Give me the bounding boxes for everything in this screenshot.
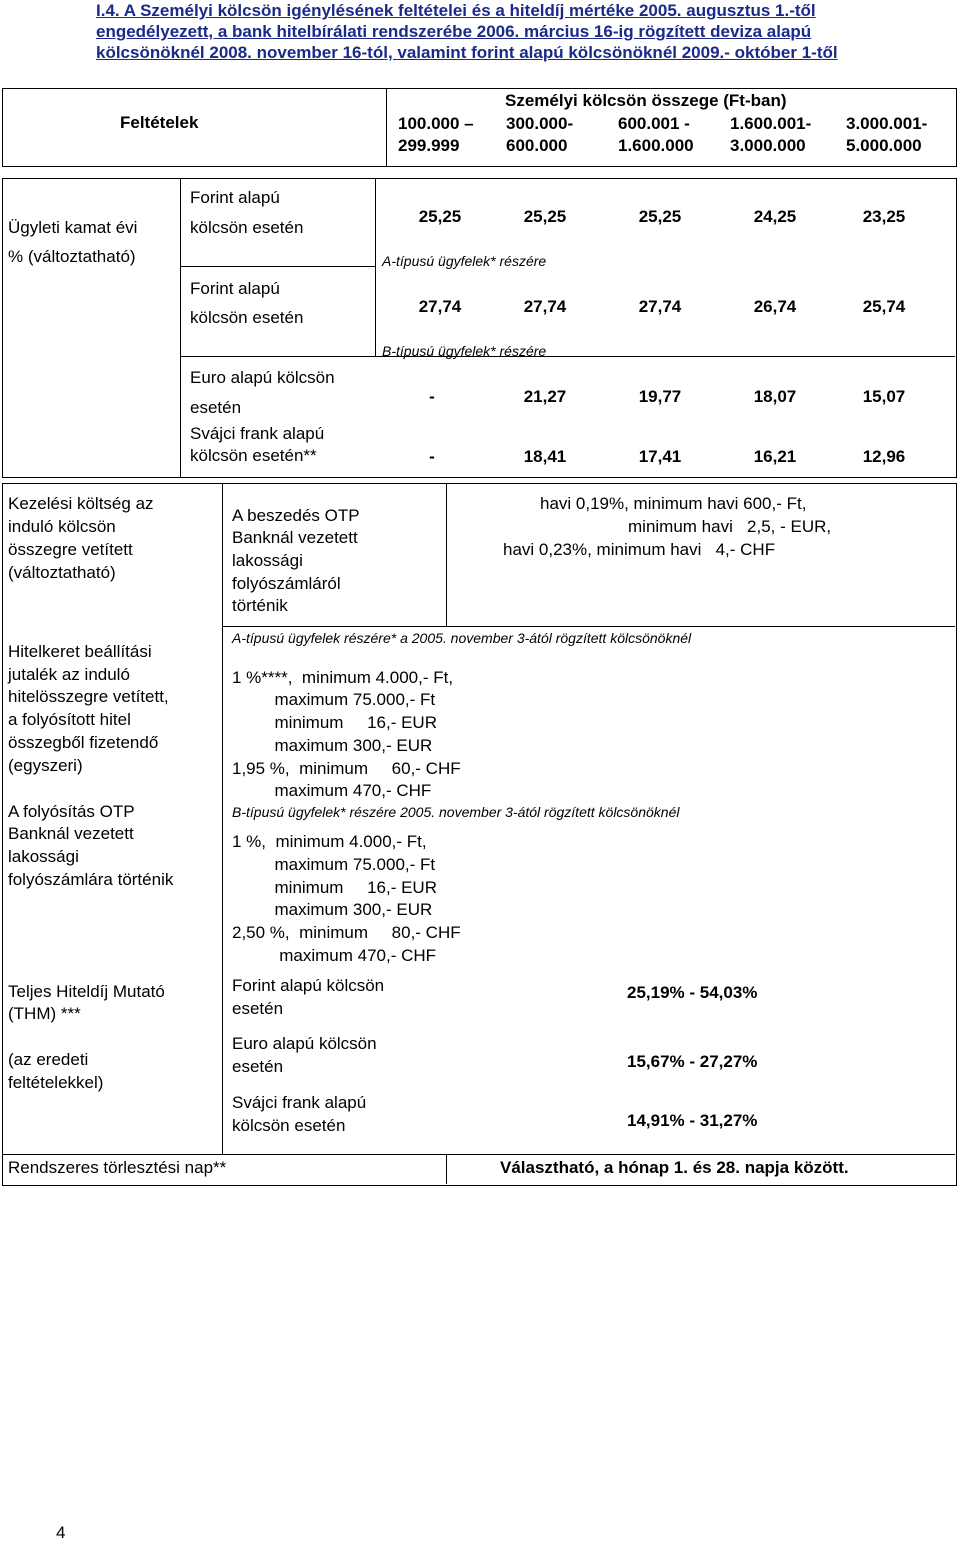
fees-table — [2, 483, 957, 1186]
commission-label-line: (egyszeri) — [8, 756, 83, 775]
huf-a-label-1: Forint alapú — [190, 188, 280, 207]
eur-value: 18,07 — [753, 387, 797, 406]
commission-type-a-note: A-típusú ügyfelek részére* a 2005. november 3-ától rögzített kölcsönöknél — [232, 630, 692, 646]
commission-b-line: minimum 16,- EUR — [232, 878, 437, 897]
chf-value: 18,41 — [523, 447, 567, 466]
commission-label-line: folyószámlára történik — [8, 870, 174, 889]
thm-label-4: feltételekkel) — [8, 1073, 104, 1092]
thm-label-1: Teljes Hiteldíj Mutató — [8, 982, 165, 1001]
eur-label-1: Euro alapú kölcsön — [190, 368, 335, 387]
thm-huf-value: 25,19% - 54,03% — [627, 983, 758, 1002]
amount-col-5a: 3.000.001- — [846, 114, 928, 133]
commission-label-line: A folyósítás OTP — [8, 802, 135, 821]
amount-col-1b: 299.999 — [398, 136, 460, 155]
page-number: 4 — [56, 1523, 66, 1542]
commission-a-line: minimum 16,- EUR — [232, 713, 437, 732]
thm-chf-label-2: kölcsön esetén — [232, 1116, 346, 1135]
fee-method-line: történik — [232, 596, 288, 615]
commission-type-b-note: B-típusú ügyfelek* részére 2005. november 3-ától rögzített kölcsönöknél — [232, 804, 680, 820]
commission-b-line: maximum 75.000,- Ft — [232, 855, 436, 874]
huf-a-value: 23,25 — [862, 207, 906, 226]
commission-a-line: 1 %****, minimum 4.000,- Ft, — [232, 668, 454, 687]
huf-b-label-2: kölcsön esetén — [190, 308, 304, 327]
commission-label-line: összegből fizetendő — [8, 733, 159, 752]
header-line-3: kölcsönöknél 2008. november 16-tól, valamint forint alapú kölcsönöknél 2009.- október 1-től — [96, 43, 838, 62]
thm-eur-value: 15,67% - 27,27% — [627, 1052, 758, 1071]
commission-label-line: Hitelkeret beállítási — [8, 642, 152, 661]
thm-eur-label-1: Euro alapú kölcsön — [232, 1034, 377, 1053]
chf-label-1: Svájci frank alapú — [190, 424, 325, 443]
amount-col-1a: 100.000 – — [398, 114, 474, 133]
fee-label-line: Kezelési költség az — [8, 494, 154, 513]
header-line-1: I.4. A Személyi kölcsön igénylésének feltételei és a hiteldíj mértéke 2005. augusztus 1.-től — [96, 1, 816, 20]
amount-col-3a: 600.001 - — [618, 114, 690, 133]
fee-method-line: lakossági — [232, 551, 303, 570]
fee-method-line: folyószámláról — [232, 574, 341, 593]
amount-col-4b: 3.000.000 — [730, 136, 806, 155]
huf-a-value: 25,25 — [523, 207, 567, 226]
chf-value: 12,96 — [862, 447, 906, 466]
amount-col-3b: 1.600.000 — [618, 136, 694, 155]
fee-label-line: induló kölcsön — [8, 517, 116, 536]
fee-label-line: összegre vetített — [8, 540, 133, 559]
huf-b-value: 27,74 — [638, 297, 682, 316]
fee-label-line: (változtatható) — [8, 563, 116, 582]
commission-a-line: 1,95 %, minimum 60,- CHF — [232, 759, 461, 778]
huf-a-value: 25,25 — [418, 207, 462, 226]
thm-huf-label-1: Forint alapú kölcsön — [232, 976, 385, 995]
commission-label-line: Banknál vezetett — [8, 824, 134, 843]
commission-b-line: maximum 470,- CHF — [232, 946, 437, 965]
conditions-heading: Feltételek — [120, 113, 199, 132]
fee-value-1: havi 0,19%, minimum havi 600,- Ft, — [540, 494, 807, 513]
interest-label-1: Ügyleti kamat évi — [8, 218, 138, 237]
commission-b-line: 1 %, minimum 4.000,- Ft, — [232, 832, 427, 851]
eur-value: 19,77 — [638, 387, 682, 406]
chf-value: 16,21 — [753, 447, 797, 466]
eur-value: - — [429, 387, 435, 406]
thm-huf-label-2: esetén — [232, 999, 284, 1018]
chf-value: 17,41 — [638, 447, 682, 466]
commission-label-line: a folyósított hitel — [8, 710, 131, 729]
commission-b-line: 2,50 %, minimum 80,- CHF — [232, 923, 461, 942]
huf-b-value: 25,74 — [862, 297, 906, 316]
thm-label-3: (az eredeti — [8, 1050, 89, 1069]
interest-label-2: % (változtatható) — [8, 247, 136, 266]
amount-col-4a: 1.600.001- — [730, 114, 812, 133]
thm-eur-label-2: esetén — [232, 1057, 284, 1076]
header-line-2: engedélyezett, a bank hitelbírálati rendszerébe 2006. március 16-ig rögzített deviza alapú — [96, 22, 812, 41]
repayment-value: Választható, a hónap 1. és 28. napja között. — [500, 1158, 849, 1177]
huf-a-value: 24,25 — [753, 207, 797, 226]
amount-col-2b: 600.000 — [506, 136, 568, 155]
huf-b-value: 27,74 — [523, 297, 567, 316]
eur-value: 15,07 — [862, 387, 906, 406]
commission-label-line: lakossági — [8, 847, 79, 866]
commission-b-line: maximum 300,- EUR — [232, 900, 433, 919]
commission-a-line: maximum 470,- CHF — [232, 781, 432, 800]
thm-chf-label-1: Svájci frank alapú — [232, 1093, 367, 1112]
fee-method-line: Banknál vezetett — [232, 528, 358, 547]
type-b-note: B-típusú ügyfelek* részére — [382, 343, 547, 359]
chf-value: - — [429, 447, 435, 466]
huf-a-label-2: kölcsön esetén — [190, 218, 304, 237]
eur-label-2: esetén — [190, 398, 242, 417]
type-a-note: A-típusú ügyfelek* részére — [382, 253, 547, 269]
amount-col-2a: 300.000- — [506, 114, 574, 133]
eur-value: 21,27 — [523, 387, 567, 406]
fee-value-2: minimum havi 2,5, - EUR, — [628, 517, 832, 536]
huf-b-value: 27,74 — [418, 297, 462, 316]
amount-col-5b: 5.000.000 — [846, 136, 922, 155]
commission-a-line: maximum 300,- EUR — [232, 736, 433, 755]
commission-label-line: hitelösszegre vetített, — [8, 687, 169, 706]
huf-b-value: 26,74 — [753, 297, 797, 316]
thm-chf-value: 14,91% - 31,27% — [627, 1111, 758, 1130]
huf-b-label-1: Forint alapú — [190, 279, 280, 298]
commission-a-line: maximum 75.000,- Ft — [232, 690, 436, 709]
fee-value-3: havi 0,23%, minimum havi 4,- CHF — [503, 540, 776, 559]
page-header — [96, 0, 956, 63]
huf-a-value: 25,25 — [638, 207, 682, 226]
commission-label-line: jutalék az induló — [8, 665, 130, 684]
amount-title: Személyi kölcsön összege (Ft-ban) — [505, 91, 787, 110]
fee-method-line: A beszedés OTP — [232, 506, 360, 525]
chf-label-2: kölcsön esetén** — [190, 446, 317, 465]
repayment-label: Rendszeres törlesztési nap** — [8, 1158, 227, 1177]
thm-label-2: (THM) *** — [8, 1004, 81, 1023]
